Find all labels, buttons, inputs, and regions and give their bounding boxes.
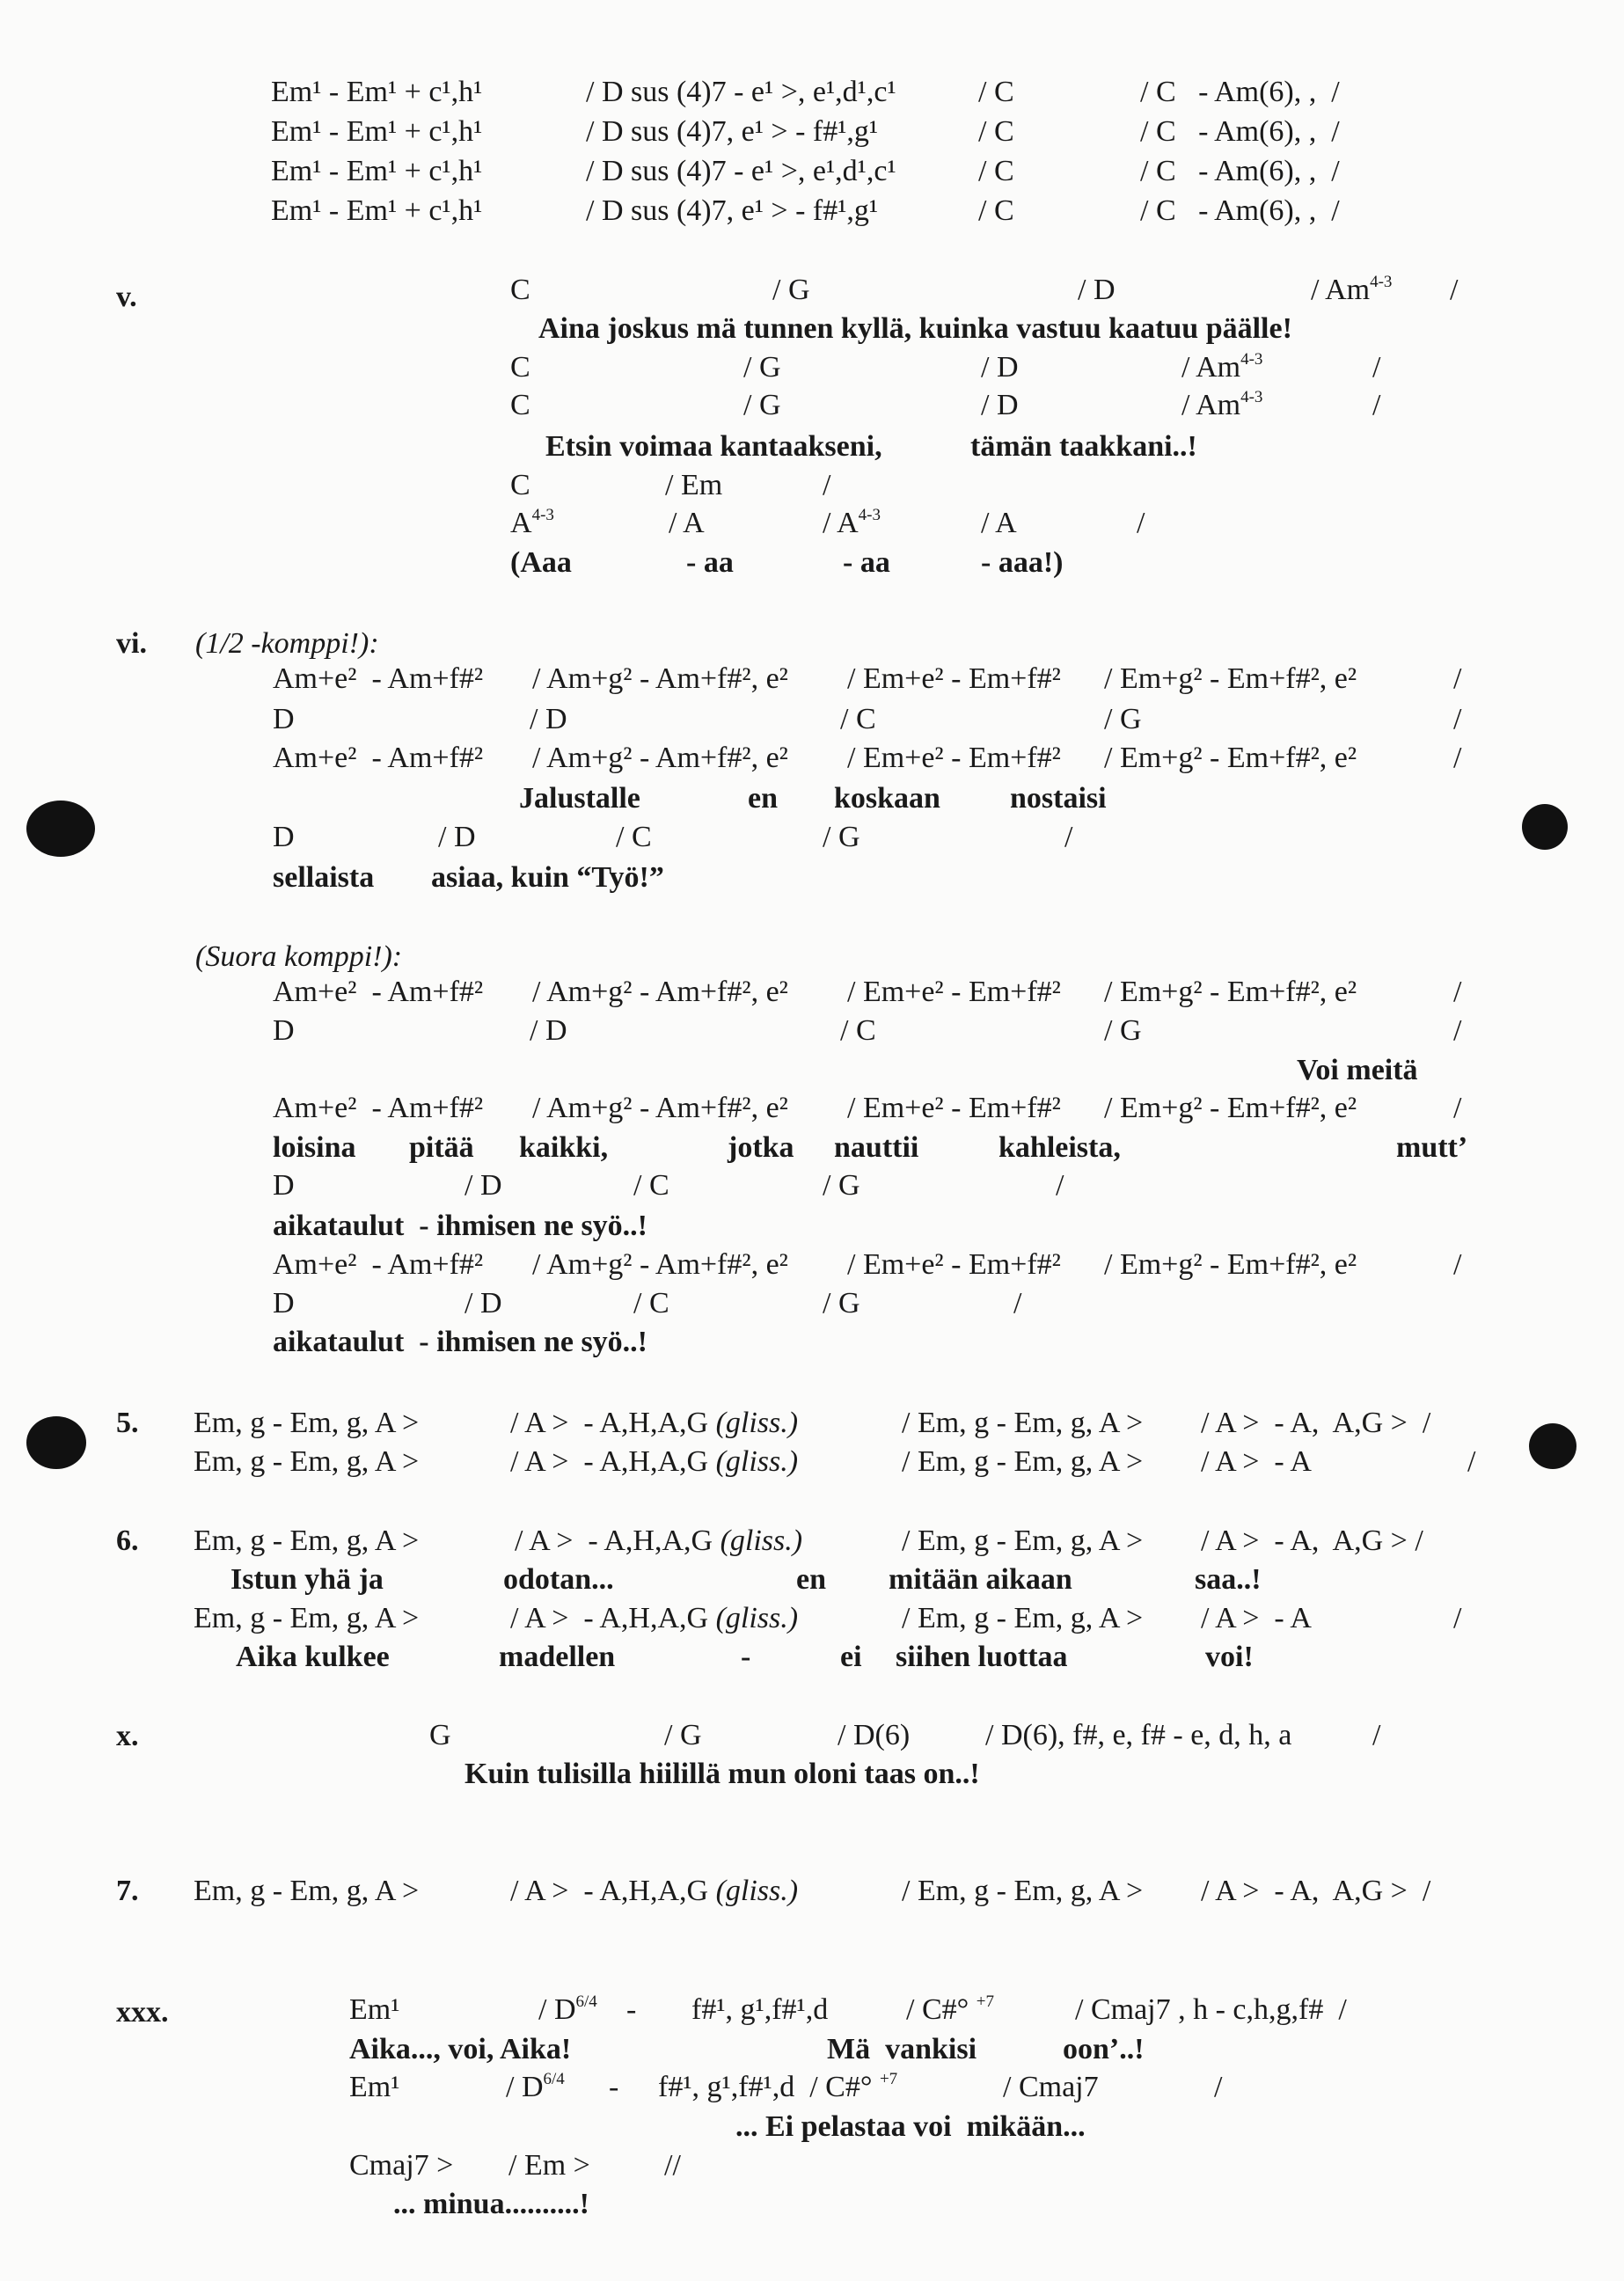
chord: / C - Am(6), , /	[1140, 155, 1340, 187]
chord: / Cmaj7 , h - c,h,g,f# /	[1075, 1993, 1347, 2026]
chord: / C - Am(6), , /	[1140, 194, 1340, 227]
chord: //	[664, 2149, 681, 2182]
chord: Em¹	[349, 2071, 400, 2103]
chord: / Em+g² - Em+f#², e²	[1104, 1092, 1357, 1124]
chord: / Am$^{4-3}$	[1181, 349, 1263, 384]
chord: / Em+e² - Em+f#²	[847, 1248, 1061, 1281]
lyric-line: aikataulut - ihmisen ne syö..!	[273, 1326, 647, 1358]
lyric: nauttii	[834, 1131, 919, 1164]
lyric: Aika..., voi, Aika!	[349, 2033, 572, 2065]
riff: /	[1453, 1602, 1462, 1634]
riff: / Em, g - Em, g, A >	[902, 1524, 1144, 1557]
lyric: sellaista	[273, 861, 375, 894]
chord: /	[1453, 976, 1462, 1008]
lyric: ei	[840, 1641, 862, 1673]
lyric: - aaa!)	[981, 546, 1064, 579]
lyric: Jalustalle	[519, 782, 640, 815]
chord: / Am+g² - Am+f#², e²	[532, 1248, 788, 1281]
lyric: jotka	[728, 1131, 794, 1164]
riff: / Em, g - Em, g, A >	[902, 1602, 1144, 1634]
chord: /	[1453, 742, 1462, 774]
chord: Em¹ - Em¹ + c¹,h¹	[271, 155, 483, 187]
lyric-line: Etsin voimaa kantaakseni,	[545, 430, 882, 463]
riff: / Em, g - Em, g, A >	[902, 1875, 1144, 1907]
chord: / D	[465, 1287, 502, 1320]
chord: Em¹	[349, 1993, 400, 2026]
chord: D	[273, 703, 295, 735]
chord: / G	[823, 1287, 860, 1320]
punch-hole	[1522, 804, 1568, 850]
performance-note: (Suora komppi!):	[195, 940, 403, 973]
lyric: asiaa, kuin “Työ!”	[431, 861, 664, 894]
chord: / C - Am(6), , /	[1140, 76, 1340, 108]
chord: /	[1214, 2071, 1223, 2103]
chord: / Am+g² - Am+f#², e²	[532, 662, 788, 695]
performance-note: (1/2 -komppi!):	[195, 627, 379, 660]
chord: / D	[438, 821, 476, 853]
chord: Em¹ - Em¹ + c¹,h¹	[271, 115, 483, 148]
chord: / $D^{6/4}$	[506, 2069, 565, 2103]
chord: / D sus (4)7 - e¹ >, e¹,d¹,c¹	[586, 76, 896, 108]
lyric-line: ... minua..........!	[393, 2188, 589, 2220]
chord: C	[510, 351, 530, 384]
chord: / G	[743, 389, 781, 421]
chord: / $D^{6/4}$	[538, 1992, 597, 2026]
lyric: en	[748, 782, 778, 815]
riff: / A > - A,H,A,G (gliss.)	[510, 1875, 799, 1907]
chord: / D sus (4)7, e¹ > - f#¹,g¹	[586, 115, 879, 148]
riff: / A > - A,H,A,G (gliss.)	[510, 1445, 799, 1478]
chord: / Am+g² - Am+f#², e²	[532, 976, 788, 1008]
chord: / C	[633, 1169, 669, 1202]
chord: $A^{4-3}$	[510, 505, 554, 539]
lyric: -	[741, 1641, 751, 1673]
chord: / Em+g² - Em+f#², e²	[1104, 976, 1357, 1008]
lyric: en	[796, 1563, 826, 1596]
section-label-7: 7.	[116, 1875, 139, 1907]
lyric: voi!	[1205, 1641, 1254, 1673]
chord: / G	[772, 274, 810, 306]
lyric: loisina	[273, 1131, 356, 1164]
chord: Am+e² - Am+f#²	[273, 662, 484, 695]
riff: / A > - A, A,G > /	[1201, 1524, 1423, 1557]
lyric: Istun yhä ja	[230, 1563, 384, 1596]
chord: Em¹ - Em¹ + c¹,h¹	[271, 194, 483, 227]
chord: D	[273, 1169, 295, 1202]
lyric: kahleista,	[999, 1131, 1121, 1164]
riff: / A > - A	[1201, 1602, 1312, 1634]
chord: D	[273, 1287, 295, 1320]
riff: / Em, g - Em, g, A >	[902, 1407, 1144, 1439]
lyric: koskaan	[834, 782, 940, 815]
chord: / Em+e² - Em+f#²	[847, 976, 1061, 1008]
chord: /	[1453, 1014, 1462, 1047]
chord: / Em >	[508, 2149, 590, 2182]
chord: / Cmaj7	[1003, 2071, 1099, 2103]
chord: /	[1064, 821, 1073, 853]
chord: /	[1453, 662, 1462, 695]
lyric: mitään aikaan	[889, 1563, 1072, 1596]
chord: /	[1453, 703, 1462, 735]
chord: /	[1372, 1719, 1381, 1751]
lyric: Mä vankisi	[827, 2033, 977, 2065]
chord: C	[510, 274, 530, 306]
chord: / D	[530, 1014, 567, 1047]
lyric-line: tämän taakkani..!	[970, 430, 1197, 463]
chord: -	[609, 2071, 619, 2103]
riff: / A > - A,H,A,G (gliss.)	[510, 1602, 799, 1634]
riff: / A > - A, A,G > /	[1201, 1407, 1431, 1439]
chord: /	[1450, 274, 1459, 306]
lyric: nostaisi	[1010, 782, 1107, 815]
chord: / Am$^{4-3}$	[1181, 387, 1263, 421]
chord: Am+e² - Am+f#²	[273, 1092, 484, 1124]
chord: / C	[978, 115, 1014, 148]
lyric: - aa	[686, 546, 734, 579]
chord: f#¹, g¹,f#¹,d / C#° $^{+7}$	[658, 2069, 898, 2103]
lyric: kaikki,	[519, 1131, 609, 1164]
chord: / C	[840, 1014, 876, 1047]
chord: / Em+e² - Em+f#²	[847, 742, 1061, 774]
riff: / A > - A,H,A,G (gliss.)	[510, 1407, 799, 1439]
riff: /	[1467, 1445, 1476, 1478]
chord: /	[1453, 1248, 1462, 1281]
lyric: odotan...	[503, 1563, 614, 1596]
chord: / Em	[665, 469, 723, 501]
section-label-6: 6.	[116, 1524, 139, 1557]
chord: / Am+g² - Am+f#², e²	[532, 742, 788, 774]
chord: / C	[616, 821, 652, 853]
chord: Cmaj7 >	[349, 2149, 454, 2182]
chord: / C#° $^{+7}$	[906, 1992, 994, 2026]
chord: / A	[669, 507, 705, 539]
punch-hole	[26, 801, 95, 857]
riff: / A > - A,H,A,G (gliss.)	[515, 1524, 803, 1557]
chord: / C	[978, 76, 1014, 108]
chord: G	[429, 1719, 451, 1751]
chord: / G	[664, 1719, 702, 1751]
chord: / C	[978, 194, 1014, 227]
chord: / G	[823, 1169, 860, 1202]
chord: / G	[1104, 703, 1142, 735]
chord: Em¹ - Em¹ + c¹,h¹	[271, 76, 483, 108]
chord: /	[1372, 351, 1381, 384]
lyric: Aika kulkee	[236, 1641, 390, 1673]
section-label-v: v.	[116, 281, 137, 313]
chord: -	[626, 1993, 637, 2026]
chord: / D sus (4)7, e¹ > - f#¹,g¹	[586, 194, 879, 227]
riff: / A > - A, A,G > /	[1201, 1875, 1431, 1907]
chord: / G	[823, 821, 860, 853]
chord: / D	[981, 389, 1019, 421]
lyric: - aa	[843, 546, 890, 579]
lyric: pitää	[409, 1131, 474, 1164]
chord: / Em+g² - Em+f#², e²	[1104, 662, 1357, 695]
chord: /	[1013, 1287, 1022, 1320]
riff: / A > - A	[1201, 1445, 1312, 1478]
riff: Em, g - Em, g, A >	[194, 1407, 420, 1439]
chord: f#¹, g¹,f#¹,d	[691, 1993, 829, 2026]
lyric-line: Aina joskus mä tunnen kyllä, kuinka vastuu kaatuu päälle!	[538, 312, 1292, 345]
chord: Am+e² - Am+f#²	[273, 1248, 484, 1281]
chord: / C	[633, 1287, 669, 1320]
chord: / A	[981, 507, 1017, 539]
chord: / Am$^{4-3}$	[1311, 272, 1393, 306]
chord: /	[1137, 507, 1145, 539]
riff: Em, g - Em, g, A >	[194, 1445, 420, 1478]
riff: / Em, g - Em, g, A >	[902, 1445, 1144, 1478]
lyric: madellen	[499, 1641, 616, 1673]
chord: D	[273, 821, 295, 853]
chord: C	[510, 469, 530, 501]
chord: / C - Am(6), , /	[1140, 115, 1340, 148]
chord: / D	[530, 703, 567, 735]
chord: /	[823, 469, 831, 501]
chord: / D sus (4)7 - e¹ >, e¹,d¹,c¹	[586, 155, 896, 187]
chord: / C	[978, 155, 1014, 187]
chord: / Am+g² - Am+f#², e²	[532, 1092, 788, 1124]
riff: Em, g - Em, g, A >	[194, 1875, 420, 1907]
chord: / Em+e² - Em+f#²	[847, 1092, 1061, 1124]
chord: /	[1453, 1092, 1462, 1124]
chord: / G	[743, 351, 781, 384]
punch-hole	[26, 1416, 86, 1469]
chord: /	[1056, 1169, 1064, 1202]
chord: / D(6), f#, e, f# - e, d, h, a	[985, 1719, 1292, 1751]
chord: / Em+g² - Em+f#², e²	[1104, 742, 1357, 774]
chord: / D	[981, 351, 1019, 384]
lyric: Voi meitä	[1297, 1054, 1418, 1086]
chord: / G	[1104, 1014, 1142, 1047]
chord: Am+e² - Am+f#²	[273, 976, 484, 1008]
chord: /	[1372, 389, 1381, 421]
section-label-xxx: xxx.	[116, 1996, 169, 2029]
lyric-line: ... Ei pelastaa voi mikään...	[735, 2110, 1086, 2143]
punch-hole	[1529, 1423, 1576, 1469]
section-label-vi: vi.	[116, 627, 147, 660]
section-label-x: x.	[116, 1720, 139, 1752]
chord: D	[273, 1014, 295, 1047]
chord: / C	[840, 703, 876, 735]
chord: / Em+g² - Em+f#², e²	[1104, 1248, 1357, 1281]
lyric-line: Kuin tulisilla hiilillä mun oloni taas on..!	[465, 1758, 980, 1790]
lyric: saa..!	[1195, 1563, 1262, 1596]
lyric: siihen luottaa	[896, 1641, 1068, 1673]
lyric: oon’..!	[1063, 2033, 1145, 2065]
chord: / D(6)	[838, 1719, 911, 1751]
chord: / $A^{4-3}$	[823, 505, 881, 539]
chord: Am+e² - Am+f#²	[273, 742, 484, 774]
chord: / D	[465, 1169, 502, 1202]
riff: Em, g - Em, g, A >	[194, 1602, 420, 1634]
lyric: (Aaa	[510, 546, 572, 579]
lyric: mutt’	[1396, 1131, 1468, 1164]
chord: / Em+e² - Em+f#²	[847, 662, 1061, 695]
riff: Em, g - Em, g, A >	[194, 1524, 420, 1557]
lyric-line: aikataulut - ihmisen ne syö..!	[273, 1210, 647, 1242]
chord: / D	[1078, 274, 1116, 306]
chord: C	[510, 389, 530, 421]
section-label-5: 5.	[116, 1407, 139, 1439]
